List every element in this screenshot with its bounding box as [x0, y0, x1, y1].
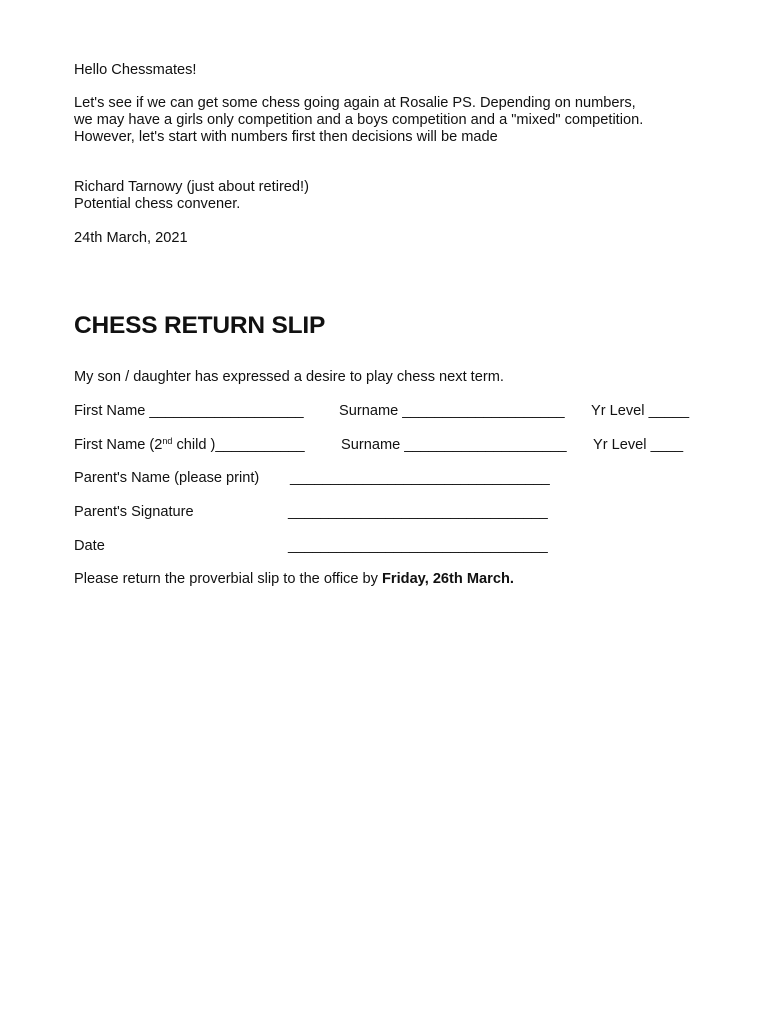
- parent-name-field[interactable]: ________________________________: [290, 470, 550, 486]
- return-instruction-text: Please return the proverbial slip to the office by: [74, 571, 382, 587]
- second-child-yr-level-field[interactable]: Yr Level ____: [593, 437, 684, 453]
- second-child-label-suffix: child )___________: [172, 437, 305, 453]
- date-label: Date: [74, 538, 105, 554]
- second-child-label-prefix: First Name (2: [74, 437, 163, 453]
- yr-level-field[interactable]: Yr Level _____: [591, 403, 690, 419]
- letter-date: 24th March, 2021: [74, 230, 188, 246]
- second-child-first-name-field[interactable]: [74, 437, 305, 454]
- parent-name-label: Parent's Name (please print): [74, 470, 260, 486]
- surname-field[interactable]: Surname ____________________: [339, 403, 565, 419]
- slip-title: CHESS RETURN SLIP: [74, 312, 326, 339]
- second-child-surname-field[interactable]: Surname ____________________: [341, 437, 567, 453]
- parent-signature-label: Parent's Signature: [74, 504, 194, 520]
- letter-body-line-3: However, let's start with numbers first then decisions will be made: [74, 129, 498, 145]
- signature-name: Richard Tarnowy (just about retired!): [74, 179, 309, 195]
- first-name-field[interactable]: First Name ___________________: [74, 403, 304, 419]
- greeting: Hello Chessmates!: [74, 62, 197, 78]
- slip-intro: My son / daughter has expressed a desire to play chess next term.: [74, 369, 504, 385]
- return-deadline: Friday, 26th March.: [382, 571, 514, 587]
- ordinal-superscript: nd: [162, 436, 173, 446]
- letter-body-line-1: Let's see if we can get some chess going again at Rosalie PS. Depending on numbers,: [74, 95, 636, 111]
- return-instruction: [74, 571, 514, 588]
- parent-signature-field[interactable]: ________________________________: [288, 504, 548, 520]
- letter-body-line-2: we may have a girls only competition and a boys competition and a "mixed" competition.: [74, 112, 644, 128]
- signature-role: Potential chess convener.: [74, 196, 241, 212]
- date-field[interactable]: ________________________________: [288, 538, 548, 554]
